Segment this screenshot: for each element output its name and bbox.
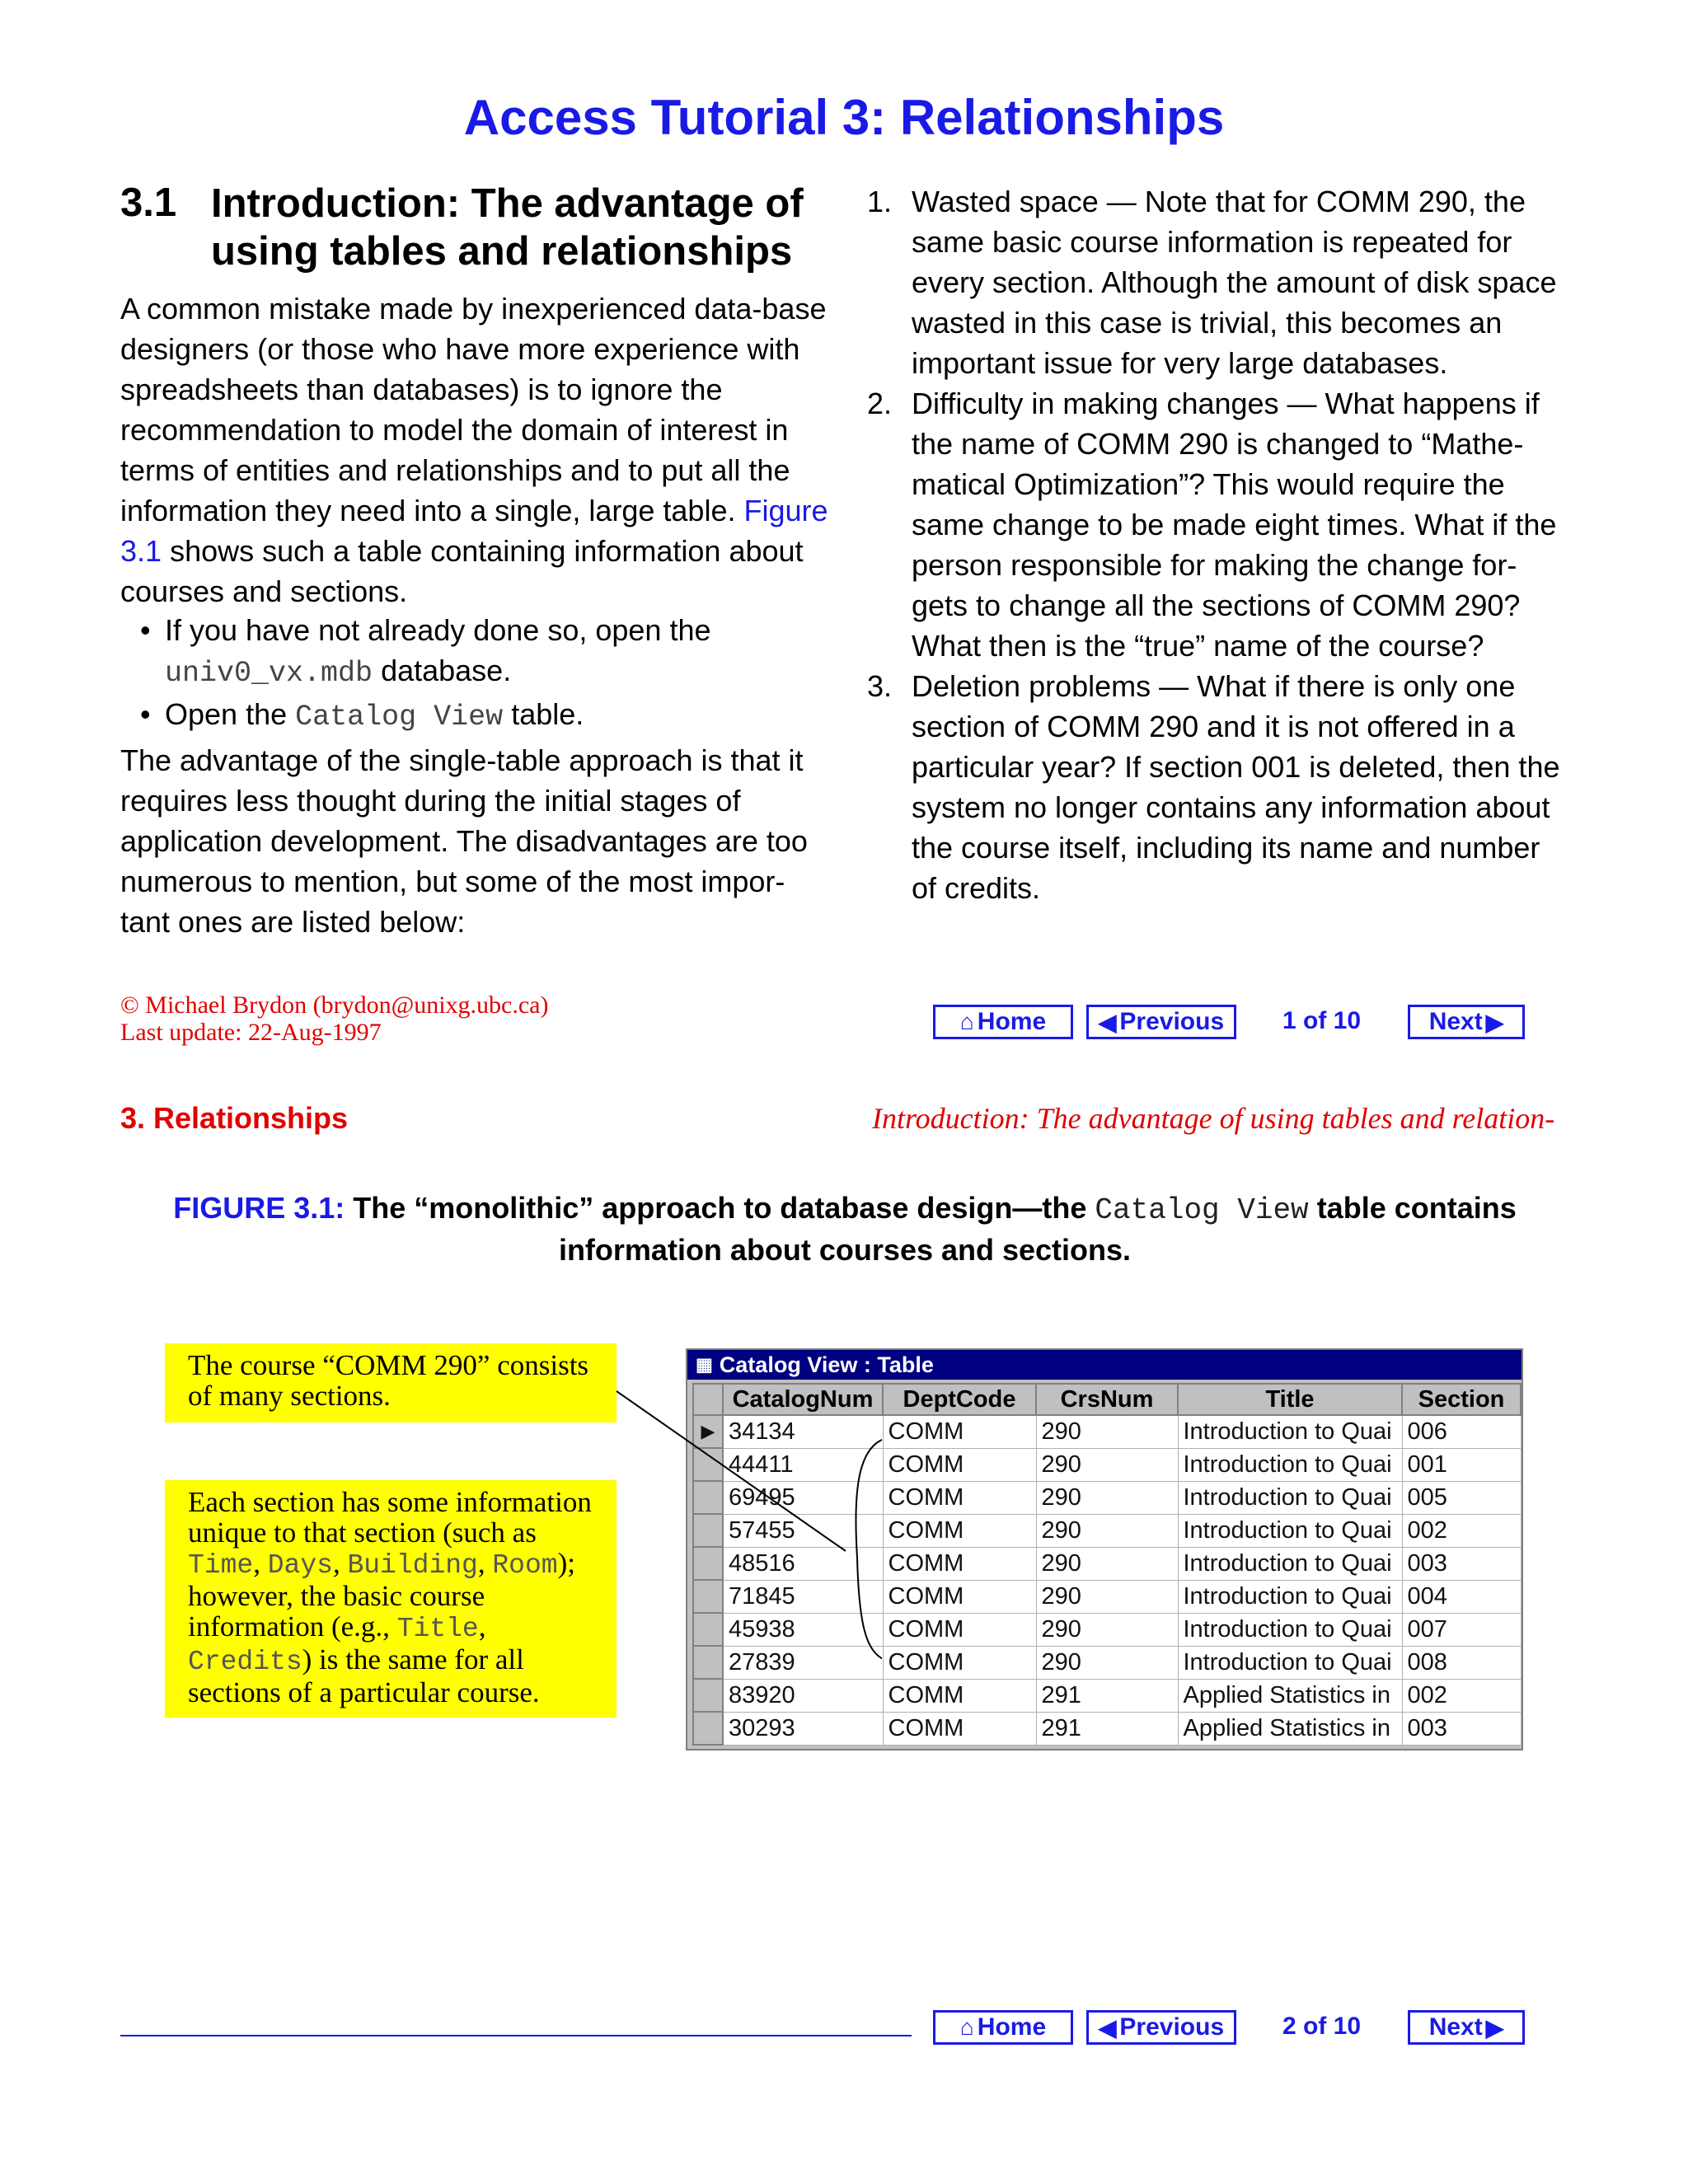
bullet-text: table. bbox=[511, 697, 584, 731]
note-code: Room bbox=[492, 1550, 558, 1581]
previous-label: Previous bbox=[1119, 1008, 1225, 1035]
note-code: Time bbox=[188, 1550, 254, 1581]
running-header-chapter: 3. Relationships bbox=[120, 1101, 349, 1135]
table-cell[interactable]: COMM bbox=[883, 1481, 1036, 1514]
next-label: Next bbox=[1428, 1008, 1483, 1035]
code-filename: univ0_vx.mdb bbox=[165, 657, 373, 690]
table-cell[interactable]: Introduction to Quai bbox=[1178, 1448, 1402, 1481]
page-title: Access Tutorial 3: Relationships bbox=[463, 90, 1225, 145]
column-header[interactable]: DeptCode bbox=[883, 1384, 1036, 1415]
note-text: Each section has some information unique to that section (such as bbox=[188, 1486, 592, 1549]
table-cell[interactable]: 290 bbox=[1036, 1547, 1178, 1580]
advantage-paragraph: The advantage of the single-table approach is that it requires less thought during the initial stages of application development. The disadvantages are too numerous to mention, but some of the most impor-tant ones are listed below: bbox=[120, 743, 808, 939]
running-header-section: Introduction: The advantage of using tables and relation- bbox=[872, 1102, 1555, 1135]
table-cell[interactable]: Applied Statistics in bbox=[1178, 1712, 1402, 1745]
note-code: Credits bbox=[188, 1647, 302, 1677]
home-button[interactable] bbox=[933, 2010, 1073, 2045]
current-record-icon[interactable]: ▶ bbox=[693, 1415, 723, 1448]
table-cell[interactable]: Introduction to Quai bbox=[1178, 1481, 1402, 1514]
table-cell[interactable]: 57455 bbox=[723, 1514, 883, 1547]
table-cell[interactable]: 44411 bbox=[723, 1448, 883, 1481]
table-cell[interactable]: 69495 bbox=[723, 1481, 883, 1514]
note-text: ); however, the basic course information (e.g., bbox=[188, 1547, 575, 1643]
table-cell[interactable]: 003 bbox=[1402, 1547, 1521, 1580]
arrow-right-icon: ▶ bbox=[1485, 2014, 1504, 2041]
home-label: Home bbox=[977, 1008, 1047, 1035]
next-button[interactable] bbox=[1408, 1005, 1525, 1039]
figure-caption bbox=[148, 1188, 1541, 1270]
instruction-list bbox=[120, 610, 829, 738]
table-cell[interactable]: COMM bbox=[883, 1415, 1036, 1448]
table-cell[interactable]: 002 bbox=[1402, 1679, 1521, 1712]
intro-paragraph bbox=[120, 288, 829, 612]
table-cell[interactable]: COMM bbox=[883, 1646, 1036, 1679]
table-cell[interactable]: Introduction to Quai bbox=[1178, 1514, 1402, 1547]
table-cell[interactable]: 290 bbox=[1036, 1448, 1178, 1481]
home-icon: ⌂ bbox=[959, 1009, 974, 1034]
problem-text: Wasted space — Note that for COMM 290, the same basic course information is repeated for every section. Although the amount of disk space wasted in this case is trivial, this becomes an important issue for very large databases. bbox=[912, 185, 1557, 380]
table-cell[interactable]: 290 bbox=[1036, 1514, 1178, 1547]
last-update: Last update: 22-Aug-1997 bbox=[120, 1019, 382, 1046]
bullet-text: If you have not already done so, open the bbox=[165, 613, 711, 647]
arrow-left-icon: ◀ bbox=[1098, 2014, 1117, 2041]
table-cell[interactable]: 291 bbox=[1036, 1679, 1178, 1712]
table-cell[interactable]: COMM bbox=[883, 1712, 1036, 1745]
bullet-text: Open the bbox=[165, 697, 288, 731]
table-cell[interactable]: 003 bbox=[1402, 1712, 1521, 1745]
table-cell[interactable]: 34134 bbox=[723, 1415, 883, 1448]
intro-figure-text: shows such a table containing information about courses and sections. bbox=[120, 534, 804, 608]
table-cell[interactable]: 007 bbox=[1402, 1613, 1521, 1646]
table-cell[interactable]: Introduction to Quai bbox=[1178, 1580, 1402, 1613]
table-cell[interactable]: 290 bbox=[1036, 1415, 1178, 1448]
list-number: 3. bbox=[867, 669, 893, 703]
column-header[interactable]: Title bbox=[1178, 1384, 1402, 1415]
column-header[interactable]: CrsNum bbox=[1036, 1384, 1178, 1415]
note-sep: , bbox=[332, 1547, 340, 1579]
home-icon: ⌂ bbox=[959, 2014, 974, 2040]
list-item bbox=[864, 181, 1573, 383]
table-cell[interactable]: COMM bbox=[883, 1547, 1036, 1580]
table-cell[interactable]: 006 bbox=[1402, 1415, 1521, 1448]
caption-code: Catalog View bbox=[1095, 1193, 1309, 1227]
caption-text: The “monolithic” approach to database design—the bbox=[353, 1191, 1087, 1225]
table-cell[interactable]: 27839 bbox=[723, 1646, 883, 1679]
table-icon: ▦ bbox=[696, 1354, 713, 1375]
table-cell[interactable]: 005 bbox=[1402, 1481, 1521, 1514]
page-indicator: 1 of 10 bbox=[1282, 1007, 1362, 1034]
note-code: Days bbox=[267, 1550, 333, 1581]
next-label: Next bbox=[1428, 2013, 1483, 2041]
bullet-icon: • bbox=[140, 613, 151, 647]
grouping-bracket bbox=[856, 1437, 882, 1661]
problems-list bbox=[864, 181, 1573, 908]
note-code: Title bbox=[396, 1614, 479, 1644]
table-titlebar[interactable] bbox=[687, 1350, 1522, 1380]
note-sep: , bbox=[478, 1610, 486, 1643]
intro-text: A common mistake made by inexperienced data-base designers (or those who have more experience with spreadsheets than databases) is to ignore the recommendation to model the domain of interest in terms of entities and relationships and to put all the information they need into a single, large table. bbox=[120, 292, 827, 527]
table-cell[interactable]: 71845 bbox=[723, 1580, 883, 1613]
table-cell[interactable]: 83920 bbox=[723, 1679, 883, 1712]
row-selector[interactable] bbox=[693, 1712, 723, 1745]
list-item bbox=[120, 694, 829, 738]
table-cell[interactable]: 291 bbox=[1036, 1712, 1178, 1745]
table-cell[interactable]: Applied Statistics in bbox=[1178, 1679, 1402, 1712]
annotation-lines bbox=[610, 1385, 882, 1681]
home-label: Home bbox=[977, 2013, 1047, 2041]
copyright: © Michael Brydon (brydon@unixg.ubc.ca) bbox=[120, 991, 549, 1019]
section-number: 3.1 bbox=[120, 180, 177, 225]
note-code: Building bbox=[347, 1550, 478, 1581]
table-cell[interactable]: COMM bbox=[883, 1580, 1036, 1613]
table-cell[interactable]: COMM bbox=[883, 1679, 1036, 1712]
note-sep: , bbox=[477, 1547, 485, 1579]
list-number: 1. bbox=[867, 185, 893, 218]
table-row[interactable] bbox=[693, 1679, 1521, 1712]
table-row[interactable] bbox=[693, 1712, 1521, 1745]
table-cell[interactable]: Introduction to Quai bbox=[1178, 1547, 1402, 1580]
table-cell[interactable]: COMM bbox=[883, 1448, 1036, 1481]
note-text: ) is the same for all sections of a particular course. bbox=[188, 1643, 540, 1708]
list-item bbox=[120, 610, 829, 694]
previous-button[interactable] bbox=[1086, 2010, 1236, 2045]
arrow-right-icon: ▶ bbox=[1485, 1009, 1504, 1035]
bullet-text: database. bbox=[381, 654, 512, 687]
callout-note-course: The course “COMM 290” consists of many sections. bbox=[165, 1343, 617, 1422]
window-title: Catalog View : Table bbox=[719, 1352, 934, 1377]
table-cell[interactable]: COMM bbox=[883, 1514, 1036, 1547]
list-item bbox=[864, 666, 1573, 908]
footer-divider bbox=[120, 2035, 912, 2036]
table-cell[interactable]: Introduction to Quai bbox=[1178, 1646, 1402, 1679]
problem-text: Deletion problems — What if there is only one section of COMM 290 and it is not offered in a particular year? If section 001 is deleted, then the system no longer contains any information about the course itself, including its name and number of credits. bbox=[912, 669, 1560, 905]
bullet-icon: • bbox=[140, 697, 151, 731]
table-cell[interactable]: 290 bbox=[1036, 1613, 1178, 1646]
page-indicator: 2 of 10 bbox=[1282, 2013, 1362, 2040]
list-number: 2. bbox=[867, 387, 893, 420]
section-title: Introduction: The advantage of using tables and relationships bbox=[211, 181, 804, 274]
figure-link[interactable]: Figure 3.1 bbox=[120, 494, 828, 568]
next-button[interactable] bbox=[1408, 2010, 1525, 2045]
table-cell[interactable]: 001 bbox=[1402, 1448, 1521, 1481]
table-cell[interactable]: 004 bbox=[1402, 1580, 1521, 1613]
previous-button[interactable] bbox=[1086, 1005, 1236, 1039]
previous-label: Previous bbox=[1119, 2013, 1225, 2041]
column-header[interactable]: Section bbox=[1402, 1384, 1521, 1415]
caption-text: table contains information about courses and sections. bbox=[558, 1191, 1517, 1267]
table-cell[interactable]: Introduction to Quai bbox=[1178, 1613, 1402, 1646]
row-selector[interactable] bbox=[693, 1679, 723, 1712]
table-cell[interactable]: 290 bbox=[1036, 1646, 1178, 1679]
table-cell[interactable]: 290 bbox=[1036, 1580, 1178, 1613]
table-cell[interactable]: 45938 bbox=[723, 1613, 883, 1646]
column-header[interactable]: CatalogNum bbox=[723, 1384, 883, 1415]
table-cell[interactable]: 002 bbox=[1402, 1514, 1521, 1547]
table-cell[interactable]: COMM bbox=[883, 1613, 1036, 1646]
table-cell[interactable]: Introduction to Quai bbox=[1178, 1415, 1402, 1448]
figure-label: FIGURE 3.1: bbox=[173, 1191, 345, 1225]
pointer-line bbox=[617, 1391, 846, 1551]
table-cell[interactable]: 008 bbox=[1402, 1646, 1521, 1679]
list-item bbox=[864, 383, 1573, 666]
callout-note-section bbox=[165, 1480, 617, 1718]
arrow-left-icon: ◀ bbox=[1098, 1009, 1117, 1035]
problem-text: Difficulty in making changes — What happens if the name of COMM 290 is changed to “Mathe-matical Optimization”? This would require the same change to be made eight times. What if the person responsible for making the change for-gets to change all the sections of COMM 290? What then is the “true” name of the course? bbox=[912, 387, 1557, 663]
code-tablename: Catalog View bbox=[295, 701, 504, 733]
table-cell[interactable]: 290 bbox=[1036, 1481, 1178, 1514]
note-sep: , bbox=[253, 1547, 260, 1579]
table-cell[interactable]: 30293 bbox=[723, 1712, 883, 1745]
home-button[interactable] bbox=[933, 1005, 1073, 1039]
table-cell[interactable]: 48516 bbox=[723, 1547, 883, 1580]
